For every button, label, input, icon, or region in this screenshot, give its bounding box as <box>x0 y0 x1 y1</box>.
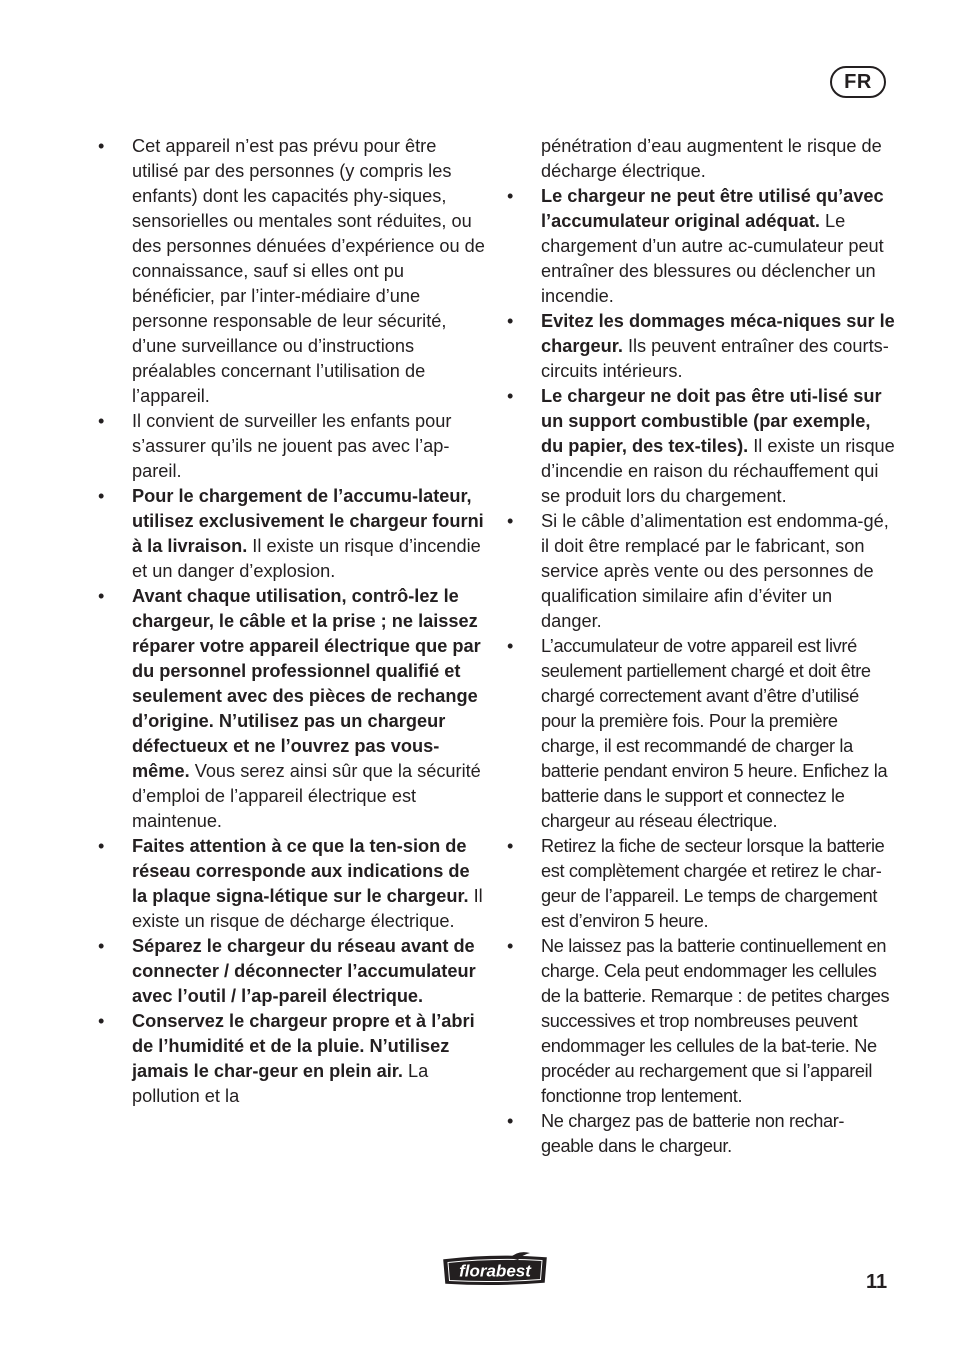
safety-list-right <box>505 184 895 1159</box>
logo-wordmark: florabest <box>459 1261 531 1281</box>
list-item: • Cet appareil n’est pas prévu pour être utilisé par des personnes (y compris les enfants) dont les capacités phy-siques, sensorielles ou mentales sont réduites, ou des personnes dénuées d’expérience ou de connaissance, sauf si elles ont pu bénéficier, par l’inter-médiaire d’une personne responsable de leur sécurité, d’une surveillance ou d’instructions préalables concernant l’utilisation de l’appareil. <box>96 134 486 409</box>
list-item: • Faites attention à ce que la ten-sion de réseau corresponde aux indications de la plaque signa-létique sur le chargeur. Il existe un risque de décharge électrique. <box>96 834 486 934</box>
left-column <box>96 134 486 1109</box>
list-item: • Ne laissez pas la batterie continuellement en charge. Cela peut endommager les cellules de la batterie. Remarque : de petites charges successives et trop nombreuses peuvent endommager les cellules de la bat-terie. Ne procéder au rechargement que si l’appareil fonctionne trop lentement. <box>505 934 895 1109</box>
list-item: • Il convient de surveiller les enfants pour s’assurer qu’ils ne jouent pas avec l’ap-pareil. <box>96 409 486 484</box>
language-badge: FR <box>830 66 886 98</box>
list-item: • Séparez le chargeur du réseau avant de connecter / déconnecter l’accumulateur avec l’outil / l’ap-pareil électrique. <box>96 934 486 1009</box>
list-item: • Pour le chargement de l’accumu-lateur, utilisez exclusivement le chargeur fourni à la livraison. Il existe un risque d’incendie et un danger d’explosion. <box>96 484 486 584</box>
florabest-logo <box>440 1252 550 1288</box>
list-item: • Si le câble d’alimentation est endomma-gé, il doit être remplacé par le fabricant, son service après vente ou des personnes de qualification similaire afin d’éviter un danger. <box>505 509 895 634</box>
continued-paragraph: pénétration d’eau augmentent le risque de décharge électrique. <box>541 136 882 181</box>
list-item: • Le chargeur ne doit pas être uti-lisé sur un support combustible (par exemple, du papier, des tex-tiles). Il existe un risque d’incendie en raison du réchauffement qui se produit lors du chargement. <box>505 384 895 509</box>
page-number: 11 <box>866 1271 888 1293</box>
list-item: • Retirez la fiche de secteur lorsque la batterie est complètement chargée et retirez le char-geur de l’appareil. Le temps de chargement est d’environ 5 heure. <box>505 834 895 934</box>
list-item: • L’accumulateur de votre appareil est livré seulement partiellement chargé et doit être chargé correctement avant d’être d’utilisé pour la première fois. Pour la première charge, il est recommandé de charger la batterie pendant environ 5 heure. Enfichez la batterie dans le support et connectez le chargeur au réseau électrique. <box>505 634 895 834</box>
list-item: • Ne chargez pas de batterie non rechar-geable dans le chargeur. <box>505 1109 895 1159</box>
list-item: • Le chargeur ne peut être utilisé qu’avec l’accumulateur original adéquat. Le chargement d’un autre ac-cumulateur peut entraîner des blessures ou déclencher un incendie. <box>505 184 895 309</box>
safety-list-left <box>96 134 486 1109</box>
florabest-logo-graphic <box>440 1252 550 1288</box>
list-item: • Avant chaque utilisation, contrô-lez le chargeur, le câble et la prise ; ne laissez réparer votre appareil électrique que par du personnel professionnel qualifié et seulement avec des pièces de rechange d’origine. N’utilisez pas un chargeur défectueux et ne l’ouvrez pas vous-même. Vous serez ainsi sûr que la sécurité d’emploi de l’appareil électrique est maintenue. <box>96 584 486 834</box>
list-item: • Evitez les dommages méca-niques sur le chargeur. Ils peuvent entraîner des courts-circuits intérieurs. <box>505 309 895 384</box>
right-column <box>505 134 895 1159</box>
list-item: • Conservez le chargeur propre et à l’abri de l’humidité et de la pluie. N’utilisez jamais le char-geur en plein air. La pollution et la <box>96 1009 486 1109</box>
